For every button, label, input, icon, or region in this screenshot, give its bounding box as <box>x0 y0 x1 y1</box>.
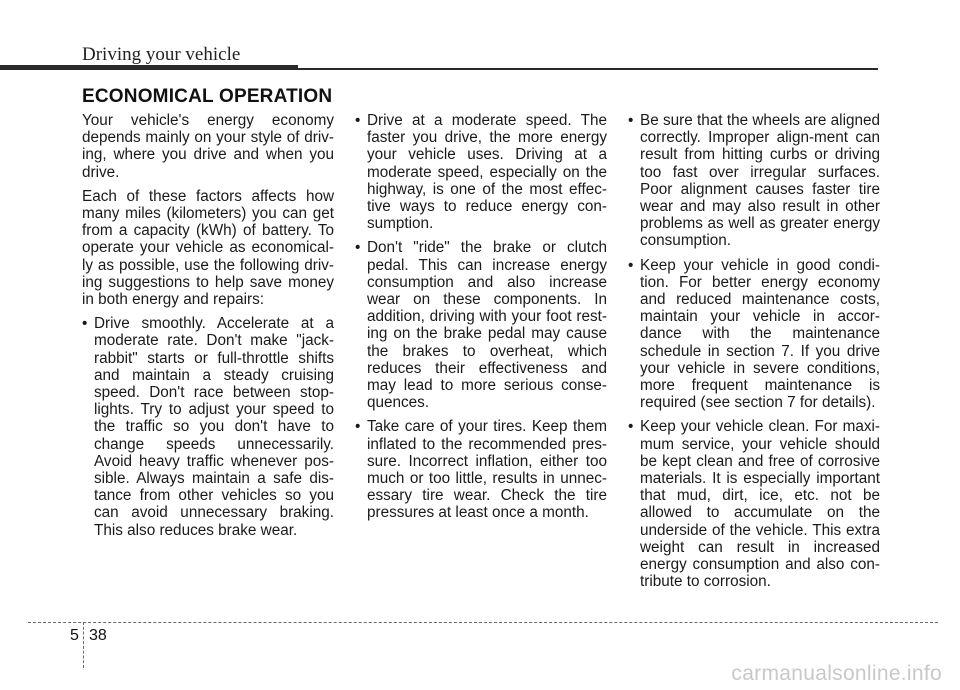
footer-dashed-rule <box>28 622 938 623</box>
chapter-number: 5 <box>70 627 79 644</box>
paragraph: Your vehicle's energy economy depends mainly on your style of driv-ing, where you drive and when you drive. <box>82 112 334 181</box>
bullet-item: • Don't "ride" the brake or clutch pedal. This can increase energy consumption and also increase wear on these components. In addition, driving with your foot rest-ing on the brake pedal may cause the brakes to overheat, which reduces their effectiveness and may lead to more serious conse-quences. <box>355 239 607 411</box>
header-title: Driving your vehicle <box>82 44 241 65</box>
page-number: 38 <box>89 627 107 644</box>
bullet-item: • Be sure that the wheels are aligned correctly. Improper align-ment can result from hitting curbs or driving too fast over irregular surfaces. Poor alignment causes faster tire wear and may also result in other problems as well as greater energy consumption. <box>628 112 880 250</box>
bullet-item: • Keep your vehicle in good condi-tion. For better energy economy and reduced maintenance costs, maintain your vehicle in accor-dance with the maintenance schedule in section 7. If you drive your vehicle in severe conditions, more frequent maintenance is required (see section 7 for details). <box>628 257 880 412</box>
header-rule-thick <box>0 65 298 70</box>
bullet-list <box>355 112 607 522</box>
bullet-item: • Keep your vehicle clean. For maxi-mum service, your vehicle should be kept clean and free of corrosive materials. It is especially important that mud, dirt, ice, etc. not be allowed to accumulate on the underside of the vehicle. This extra weight can result in increased energy consumption and also con-tribute to corrosion. <box>628 418 880 590</box>
bullet-item: • Drive smoothly. Accelerate at a moderate rate. Don't make "jack-rabbit" starts or full-throttle shifts and maintain a steady cruising speed. Don't race between stop-lights. Try to adjust your speed to the traffic so you don't have to change speeds unnecessarily. Avoid heavy traffic whenever pos-sible. Always maintain a safe dis-tance from other vehicles so you can avoid unnecessary braking. This also reduces brake wear. <box>82 315 334 539</box>
bullet-list <box>82 315 334 539</box>
text-column-3 <box>628 112 880 597</box>
section-title: ECONOMICAL OPERATION <box>82 86 333 107</box>
header-rule-thin <box>298 68 878 70</box>
footer-vertical-rule <box>83 622 84 668</box>
text-column-2 <box>355 112 607 529</box>
bullet-list <box>628 112 880 590</box>
bullet-item: • Take care of your tires. Keep them inflated to the recommended pres-sure. Incorrect inflation, either too much or too little, results in unnec-essary tire wear. Check the tire pressures at least once a month. <box>355 418 607 521</box>
text-column-1 <box>82 112 334 546</box>
bullet-item: • Drive at a moderate speed. The faster you drive, the more energy your vehicle uses. Driving at a moderate speed, especially on the highway, is one of the most effec-tive ways to reduce energy con-sumption. <box>355 112 607 232</box>
watermark-text: carmanualsonline.info <box>731 662 942 685</box>
paragraph: Each of these factors affects how many miles (kilometers) you can get from a capacity (kWh) of battery. To operate your vehicle as economical-ly as possible, use the following driv-ing suggestions to help save money in both energy and repairs: <box>82 187 334 309</box>
